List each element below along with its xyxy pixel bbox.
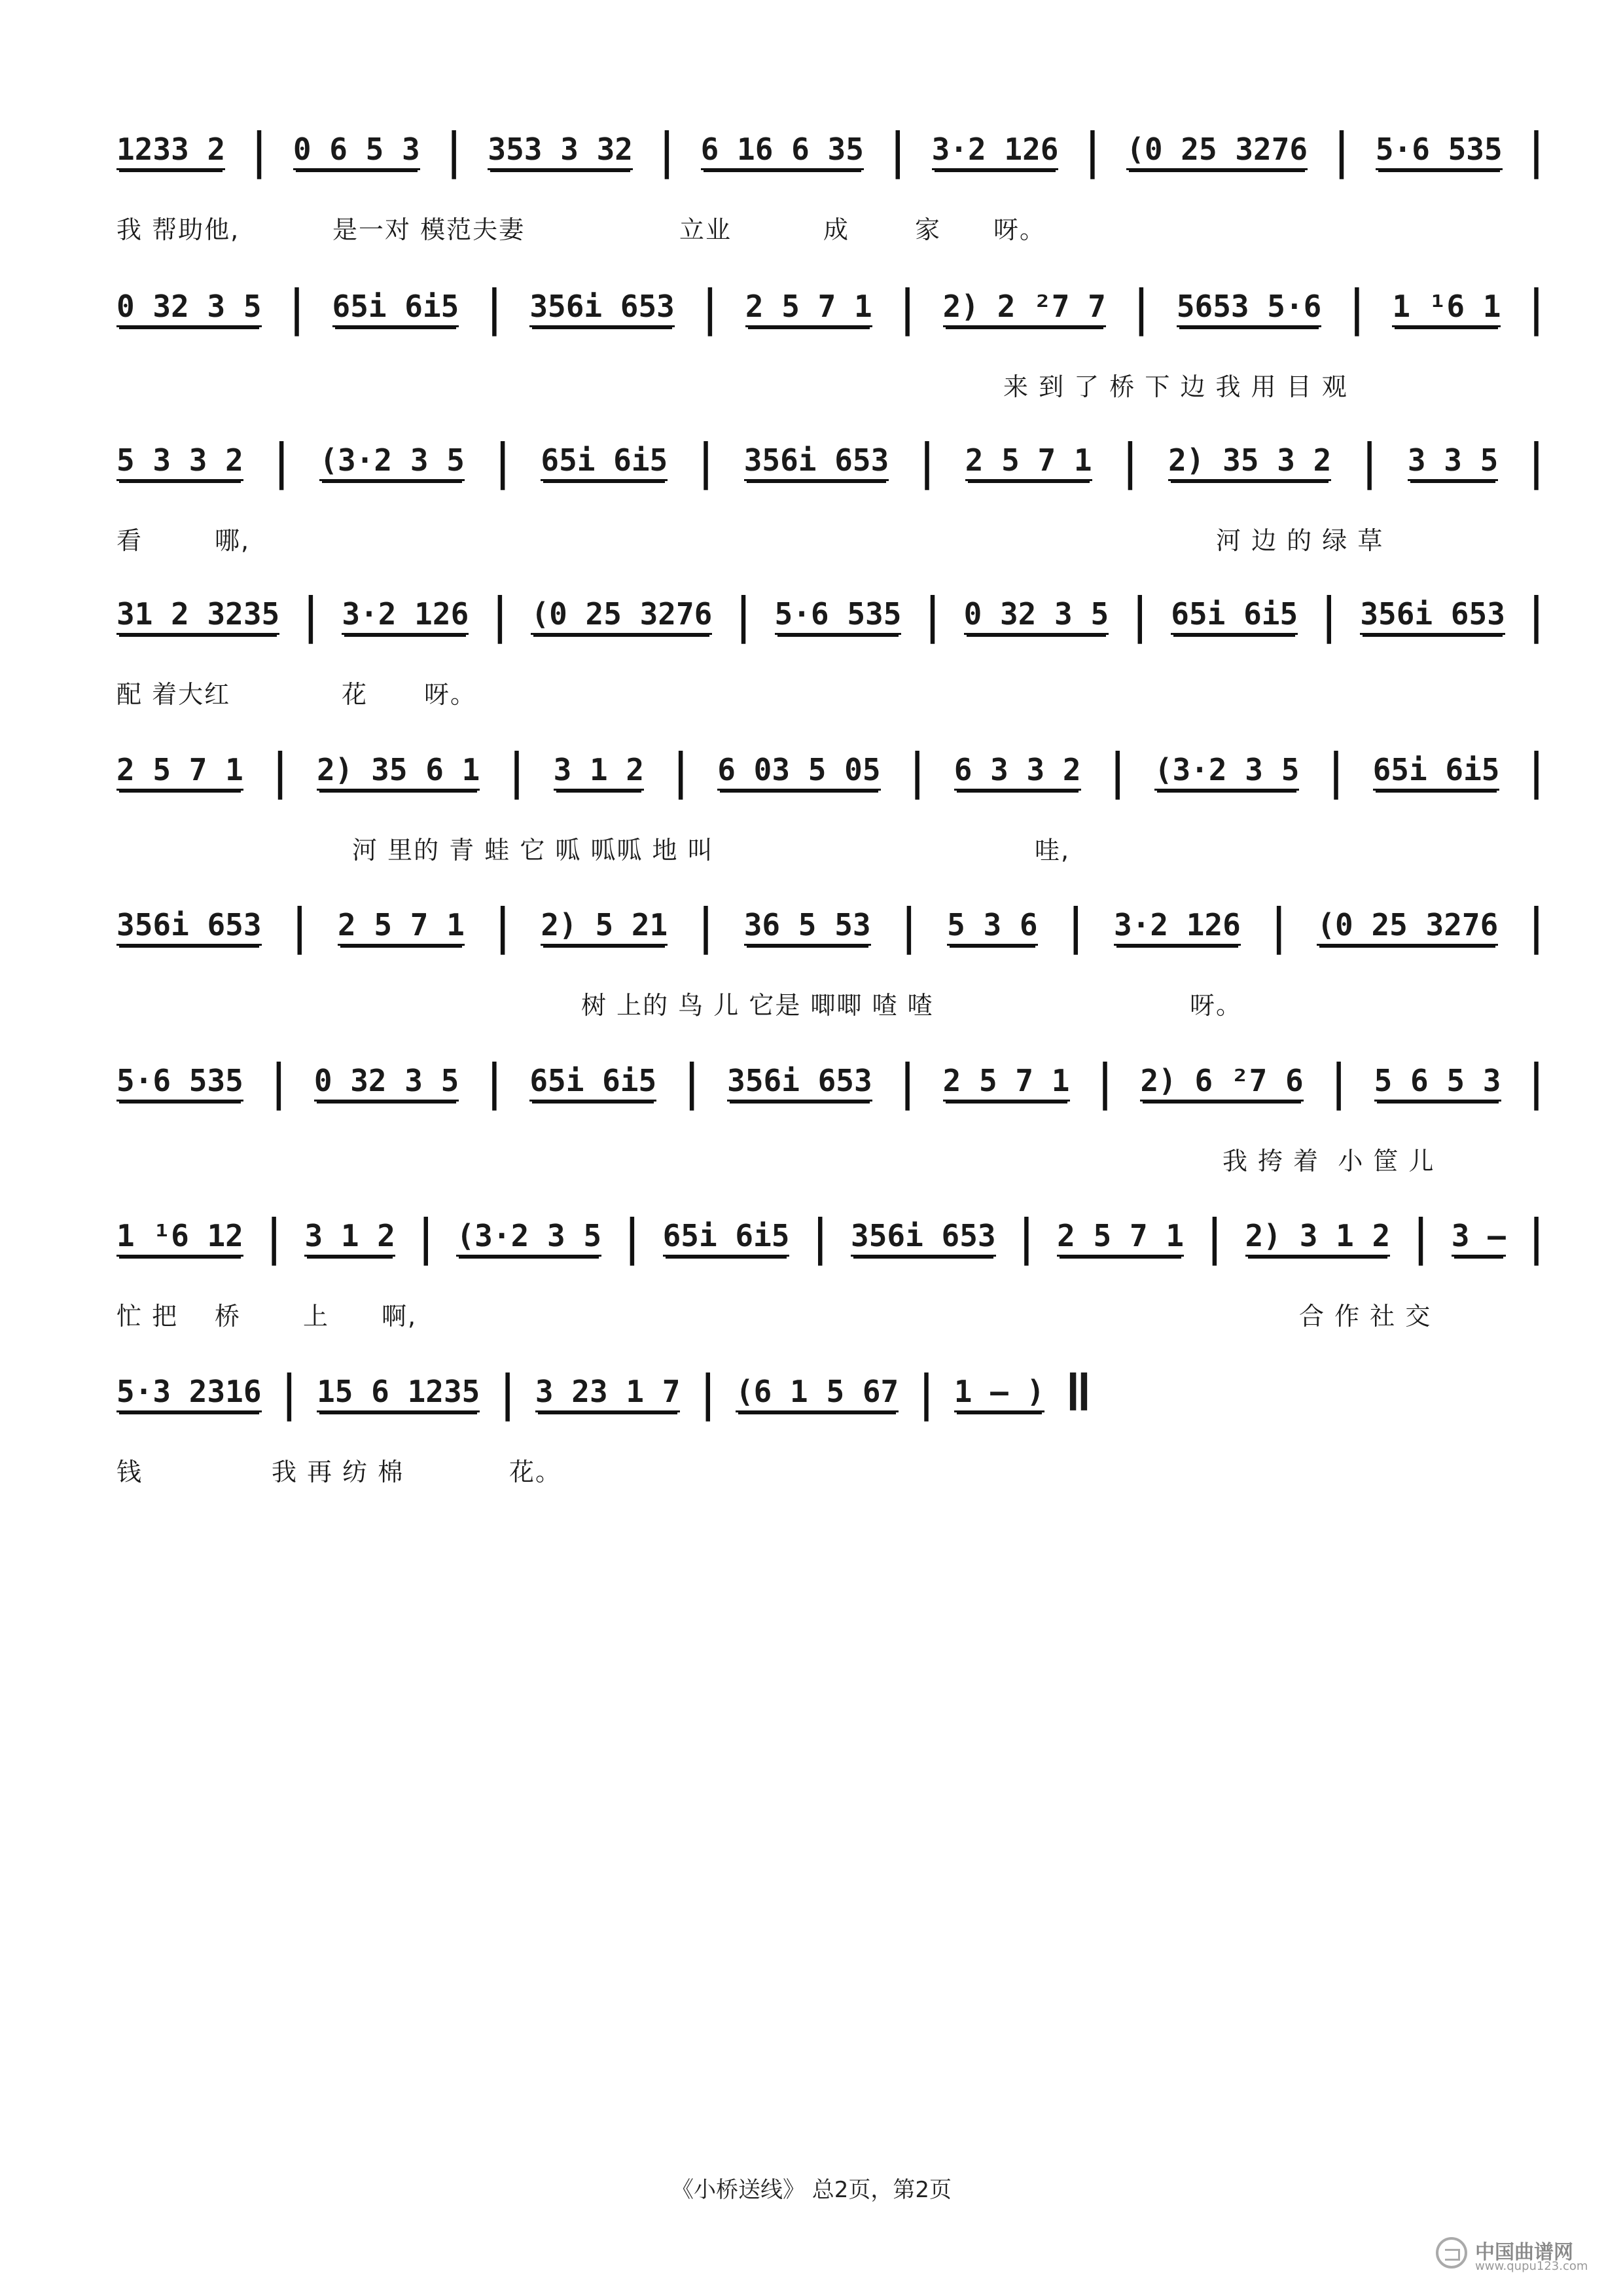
barline: |: [660, 121, 674, 179]
measure-notes: (3·2 3 5: [1154, 752, 1300, 791]
lyric-syllables: 呀。: [1190, 991, 1243, 1020]
measure-notes: 5·6 535: [116, 1063, 243, 1102]
lyrics-line: [116, 674, 1543, 713]
barline: |: [736, 586, 751, 644]
barline: |: [293, 897, 307, 955]
measure-notes: 5 6 5 3: [1374, 1063, 1501, 1102]
notation-line: [116, 1198, 1543, 1276]
barline: |: [699, 897, 713, 955]
barline: |: [910, 742, 925, 800]
measure-notes: 2 5 7 1: [943, 1063, 1070, 1102]
measure-notes: 2) 35 6 1: [317, 752, 480, 791]
measure-notes: (0 25 3276: [1126, 132, 1308, 170]
measure-notes: 65i 6i5: [332, 289, 459, 327]
measure-notes: (0 25 3276: [1317, 907, 1498, 946]
measure-notes: 65i 6i5: [1171, 596, 1298, 635]
lyrics-line: [116, 985, 1543, 1024]
barline: |: [1529, 742, 1543, 800]
lyric-syllables: 呀。: [993, 215, 1046, 244]
measure-notes: 15 6 1235: [317, 1374, 480, 1412]
barline: |: [419, 1208, 433, 1266]
barline: |: [1322, 586, 1336, 644]
lyrics-line: [116, 367, 1543, 406]
measure-notes: 65i 6i5: [663, 1218, 790, 1257]
barline: |: [1529, 121, 1543, 179]
lyric-syllables: 家: [915, 215, 942, 244]
measure-notes: 2) 2 ²7 7: [943, 289, 1106, 327]
lyrics-line: [116, 1296, 1543, 1335]
measure-notes: 1233 2: [116, 132, 225, 170]
notation-line: [116, 1354, 1092, 1432]
measure-notes: (3·2 3 5: [319, 442, 465, 481]
measure-notes: 0 32 3 5: [314, 1063, 459, 1102]
lyric-syllables: 立业: [679, 215, 732, 244]
measure-notes: 1 – ): [954, 1374, 1044, 1412]
qupu-logo-icon: [1436, 2237, 1467, 2269]
barline: |: [901, 278, 915, 336]
barline: |: [685, 1052, 699, 1111]
lyric-syllables: 合 作 社 交: [1299, 1302, 1432, 1331]
lyric-syllables: 我 挎 着 小 筐 儿: [1222, 1147, 1435, 1175]
barline: |: [1134, 278, 1149, 336]
lyrics-line: [116, 520, 1543, 560]
barline: |: [495, 432, 510, 490]
barline: |: [501, 1363, 514, 1422]
measure-notes: 5 3 6: [947, 907, 1037, 946]
lyric-syllables: 成: [823, 215, 850, 244]
measure-notes: 31 2 3235: [116, 596, 279, 635]
lyric-syllables: 哇,: [1035, 836, 1071, 865]
barline: |: [673, 742, 688, 800]
measure-notes: 3 –: [1452, 1218, 1506, 1257]
barline: |: [1529, 897, 1543, 955]
lyric-syllables: 上: [303, 1302, 330, 1331]
lyric-syllables: 是一对 模范夫妻: [332, 215, 526, 244]
barline: |: [1329, 742, 1343, 800]
lyrics-line: [116, 1141, 1543, 1180]
lyric-syllables: 哪,: [215, 526, 251, 555]
barline: |: [252, 121, 266, 179]
measure-notes: 0 32 3 5: [964, 596, 1109, 635]
barline: |: [267, 1208, 281, 1266]
barline: |: [487, 1052, 501, 1111]
measure-notes: 5·3 2316: [116, 1374, 262, 1412]
barline: |: [1363, 432, 1376, 490]
lyric-syllables: 呀。: [424, 680, 477, 709]
barline: |: [1414, 1208, 1428, 1266]
measure-notes: 1 ¹6 12: [116, 1218, 243, 1257]
measure-notes: 2 5 7 1: [1057, 1218, 1184, 1257]
barline: |: [920, 432, 934, 490]
measure-notes: 3 1 2: [304, 1218, 395, 1257]
measure-notes: 3 3 5: [1408, 442, 1498, 481]
notation-line: [116, 732, 1543, 810]
measure-notes: 356i 653: [116, 907, 262, 946]
barline: |: [625, 1208, 639, 1266]
lyric-syllables: 配 着大红: [116, 680, 231, 709]
measure-notes: 356i 653: [744, 442, 889, 481]
barline: |: [447, 121, 461, 179]
barline: |: [1529, 432, 1543, 490]
lyric-syllables: 桥: [215, 1302, 241, 1331]
measure-notes: 2) 6 ²7 6: [1140, 1063, 1303, 1102]
lyrics-line: [116, 209, 1543, 249]
barline: |: [1098, 1052, 1112, 1111]
barline: |: [902, 897, 916, 955]
measure-notes: 1 ¹6 1: [1392, 289, 1501, 327]
measure-notes: 5653 5·6: [1177, 289, 1322, 327]
barline: |: [1529, 1208, 1543, 1266]
measure-notes: 5·6 535: [775, 596, 902, 635]
lyric-syllables: 来 到 了 桥 下 边 我 用 目 观: [1003, 372, 1348, 401]
measure-notes: 6 16 6 35: [701, 132, 864, 170]
barline: |: [1529, 1052, 1543, 1111]
measure-notes: 2 5 7 1: [116, 752, 243, 791]
measure-notes: (3·2 3 5: [456, 1218, 601, 1257]
lyric-syllables: 河 边 的 绿 草: [1216, 526, 1384, 555]
notation-line: [116, 887, 1543, 965]
measure-notes: 3·2 126: [342, 596, 469, 635]
measure-notes: 356i 653: [1360, 596, 1505, 635]
page-footer: 《小桥送线》 总2页，第2页: [671, 2177, 952, 2203]
barline: |: [1133, 586, 1147, 644]
measure-notes: 3 23 1 7: [535, 1374, 681, 1412]
notation-line: [116, 422, 1543, 501]
measure-notes: 356i 653: [529, 289, 675, 327]
final-barline: ‖: [1065, 1363, 1092, 1422]
measure-notes: 353 3 32: [488, 132, 633, 170]
measure-notes: 2) 35 3 2: [1168, 442, 1331, 481]
barline: |: [1207, 1208, 1222, 1266]
measure-notes: 2) 5 21: [541, 907, 668, 946]
lyric-syllables: 啊,: [382, 1302, 418, 1331]
barline: |: [274, 432, 289, 490]
barline: |: [813, 1208, 827, 1266]
lyrics-line: [116, 830, 1543, 869]
barline: |: [282, 1363, 296, 1422]
measure-notes: 0 6 5 3: [293, 132, 420, 170]
lyric-syllables: 树 上的 鸟 儿 它是 唧唧 喳 喳: [581, 991, 934, 1020]
notation-line: [116, 1043, 1543, 1121]
measure-notes: 2 5 7 1: [338, 907, 465, 946]
lyric-syllables: 我 帮助他,: [116, 215, 240, 244]
lyric-syllables: 忙 把: [116, 1302, 179, 1331]
measure-notes: (0 25 3276: [531, 596, 712, 635]
measure-notes: 65i 6i5: [1373, 752, 1500, 791]
measure-notes: 3·2 126: [1114, 907, 1241, 946]
measure-notes: 0 32 3 5: [116, 289, 262, 327]
measure-notes: 65i 6i5: [529, 1063, 656, 1102]
lyric-syllables: 花: [342, 680, 368, 709]
measure-notes: 2 5 7 1: [745, 289, 872, 327]
measure-notes: 5 3 3 2: [116, 442, 243, 481]
site-watermark: [1429, 2232, 1599, 2278]
measure-notes: 3 1 2: [554, 752, 644, 791]
barline: |: [1334, 121, 1349, 179]
lyric-syllables: 花。: [509, 1458, 562, 1486]
measure-notes: 2) 3 1 2: [1245, 1218, 1391, 1257]
barline: |: [699, 432, 713, 490]
measure-notes: 2 5 7 1: [965, 442, 1092, 481]
barline: |: [901, 1052, 915, 1111]
barline: |: [1332, 1052, 1346, 1111]
barline: |: [891, 121, 905, 179]
measure-notes: 65i 6i5: [541, 442, 668, 481]
measure-notes: 36 5 53: [744, 907, 871, 946]
barline: |: [1069, 897, 1083, 955]
barline: |: [1085, 121, 1099, 179]
barline: |: [703, 278, 717, 336]
barline: |: [510, 742, 524, 800]
barline: |: [919, 1363, 933, 1422]
barline: |: [290, 278, 304, 336]
barline: |: [495, 897, 510, 955]
notation-line: [116, 576, 1543, 655]
watermark-site-name: 中国曲谱网: [1475, 2241, 1573, 2264]
measure-notes: 5·6 535: [1376, 132, 1503, 170]
watermark-url: www.qupu123.com: [1475, 2259, 1588, 2273]
barline: |: [1349, 278, 1364, 336]
barline: |: [1529, 278, 1543, 336]
lyric-syllables: 我 再 纺 棉: [272, 1458, 404, 1486]
barline: |: [1020, 1208, 1033, 1266]
barline: |: [1123, 432, 1137, 490]
measure-notes: (6 1 5 67: [736, 1374, 899, 1412]
notation-line: [116, 111, 1543, 190]
barline: |: [493, 586, 507, 644]
measure-notes: 356i 653: [851, 1218, 996, 1257]
barline: |: [1529, 586, 1543, 644]
lyric-syllables: 钱: [116, 1458, 143, 1486]
music-score: [116, 0, 1543, 2296]
barline: |: [273, 742, 287, 800]
notation-line: [116, 268, 1543, 347]
measure-notes: 6 3 3 2: [954, 752, 1081, 791]
barline: |: [925, 586, 940, 644]
barline: |: [701, 1363, 715, 1422]
barline: |: [1111, 742, 1125, 800]
measure-notes: 3·2 126: [932, 132, 1059, 170]
barline: |: [304, 586, 318, 644]
measure-notes: 6 03 5 05: [717, 752, 880, 791]
lyrics-line: [116, 1452, 1543, 1491]
barline: |: [487, 278, 501, 336]
barline: |: [272, 1052, 286, 1111]
lyric-syllables: 河 里的 青 蛙 它 呱 呱呱 地 叫: [352, 836, 714, 865]
barline: |: [1272, 897, 1286, 955]
measure-notes: 356i 653: [727, 1063, 872, 1102]
lyric-syllables: 看: [116, 526, 143, 555]
